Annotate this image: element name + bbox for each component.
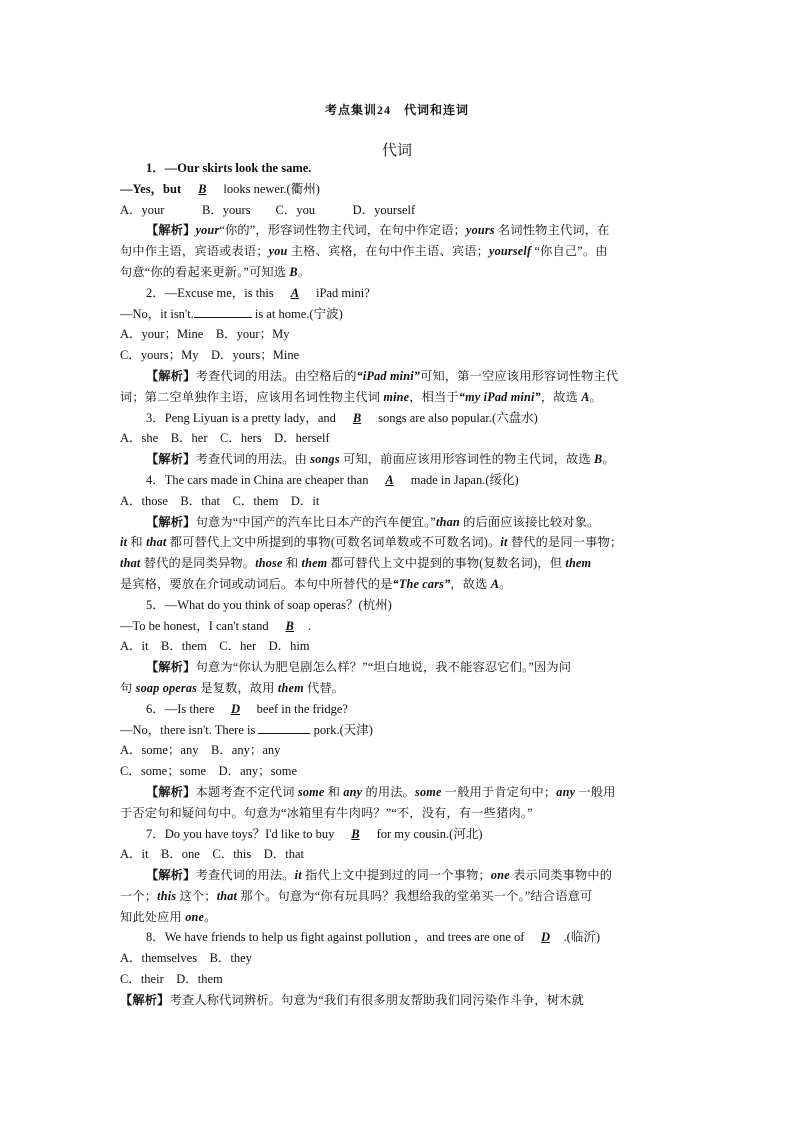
q1-answer-blank: B xyxy=(198,181,207,196)
q5-answer-blank: B xyxy=(285,618,294,633)
q4-options: A．those B．that C．them D．it xyxy=(120,493,320,508)
q2-line2: —No，it isn't. is at home.(宁波) xyxy=(120,304,676,325)
q5-line2: —To be honest，I can't stand B . xyxy=(120,616,676,637)
q1-stem: 1．—Our skirts look the same. xyxy=(146,161,312,175)
q6-second-blank xyxy=(258,720,310,734)
q3-options: A．she B．her C．hers D．herself xyxy=(120,431,330,446)
q7-explanation-3: 知此处应用 one。 xyxy=(120,909,217,924)
q8-options-1: A．themselves B．they xyxy=(120,951,252,966)
q2-stem: 2．—Excuse me，is this A iPad mini? xyxy=(120,283,676,304)
q6-options-1: A．some；any B．any；any xyxy=(120,743,281,758)
q6-options-2: C．some；some D．any；some xyxy=(120,764,298,779)
q8-answer-blank: D xyxy=(541,930,551,945)
q2-explanation: 【解析】考查代词的用法。由空格后的“iPad mini”可知，第一空应该用形容词性物主代 xyxy=(146,368,619,383)
q1-explanation-2: 句中作主语，宾语或表语；you 主格、宾格，在句中作主语、宾语；yourself “你自己”。由 xyxy=(120,244,608,259)
section-title: 代词 xyxy=(381,143,412,159)
q4-stem: 4．The cars made in China are cheaper than A made in Japan.(绥化) xyxy=(120,470,676,491)
q7-options: A．it B．one C．this D．that xyxy=(120,847,305,862)
q6-explanation: 【解析】本题考查不定代词 some 和 any 的用法。some 一般用于肯定句中；any 一般用 xyxy=(146,784,616,799)
question-list xyxy=(120,158,676,1011)
q8-options-2: C．their D．them xyxy=(120,972,223,987)
q7-stem: 7．Do you have toys？I'd like to buy B for my cousin.(河北) xyxy=(120,824,676,845)
q2-options-2: C．yours；My D．yours；Mine xyxy=(120,348,300,363)
q1-explanation: 【解析】your“你的”，形容词性物主代词，在句中作定语；yours 名词性物主代词，在 xyxy=(146,223,610,238)
q5-options: A．it B．them C．her D．him xyxy=(120,639,310,654)
q6-stem: 6．—Is there D beef in the fridge? xyxy=(120,699,676,720)
q7-answer-blank: B xyxy=(351,826,360,841)
q2-explanation-2: 词；第二空单独作主语，应该用名词性物主代词 mine，相当于“my iPad mini”，故选 A。 xyxy=(120,389,602,404)
q6-explanation-2: 于否定句和疑问句中。句意为“冰箱里有牛肉吗？”“不，没有，有一些猪肉。” xyxy=(120,805,533,820)
q5-explanation: 【解析】句意为“你认为肥皂剧怎么样？”“坦白地说，我不能容忍它们。”因为问 xyxy=(146,660,572,675)
q4-explanation-4: 是宾格，要放在介词或动词后。本句中所替代的是“The cars”，故选 A。 xyxy=(120,576,512,591)
q4-explanation: 【解析】句意为“中国产的汽车比日本产的汽车便宜。”than 的后面应该接比较对象。 xyxy=(146,514,600,529)
page-title: 考点集训24 代词和连词 xyxy=(324,103,469,117)
q8-stem: 8．We have friends to help us fight against pollution ，and trees are one of D .(临沂) xyxy=(120,927,676,948)
q8-explanation: 【解析】考查人称代词辨析。句意为“我们有很多朋友帮助我们同污染作斗争，树木就 xyxy=(120,992,584,1007)
q2-answer-blank: A xyxy=(290,285,300,300)
q2-second-blank xyxy=(194,304,252,318)
q3-stem: 3．Peng Liyuan is a pretty lady，and B songs are also popular.(六盘水) xyxy=(120,408,676,429)
q4-answer-blank: A xyxy=(385,472,394,487)
q7-explanation-2: 一个；this 这个；that 那个。句意为“你有玩具吗？我想给我的堂弟买一个。”结合语意可 xyxy=(120,888,593,903)
q1-line2: —Yes，but B looks newer.(衢州) xyxy=(120,179,676,200)
q2-options-1: A．your；Mine B．your；My xyxy=(120,327,290,342)
q5-explanation-2: 句 soap operas 是复数，故用 them 代替。 xyxy=(120,680,345,695)
q6-answer-blank: D xyxy=(231,701,241,716)
q1-options: A．your B．yours C．you D．yourself xyxy=(120,202,416,217)
q3-answer-blank: B xyxy=(352,410,362,425)
q7-explanation: 【解析】考查代词的用法。it 指代上文中提到过的同一个事物；one 表示同类事物中的 xyxy=(146,868,613,883)
q3-explanation: 【解析】考查代词的用法。由 songs 可知，前面应该用形容词性的物主代词，故选 B。 xyxy=(146,452,615,467)
q6-line2: —No，there isn't. There is pork.(天津) xyxy=(120,720,676,741)
q1-explanation-3: 句意“你的看起来更新。”可知选 B。 xyxy=(120,264,311,279)
q5-stem: 5．—What do you think of soap operas？(杭州) xyxy=(146,597,392,612)
q4-explanation-3: that 替代的是同类异物。those 和 them 都可替代上文中提到的事物(复数名词)，但 them xyxy=(120,556,592,571)
q4-explanation-2: it 和 that 都可替代上文中所提到的事物(可数名词单数或不可数名词)。it 替代的是同一事物； xyxy=(120,535,623,550)
